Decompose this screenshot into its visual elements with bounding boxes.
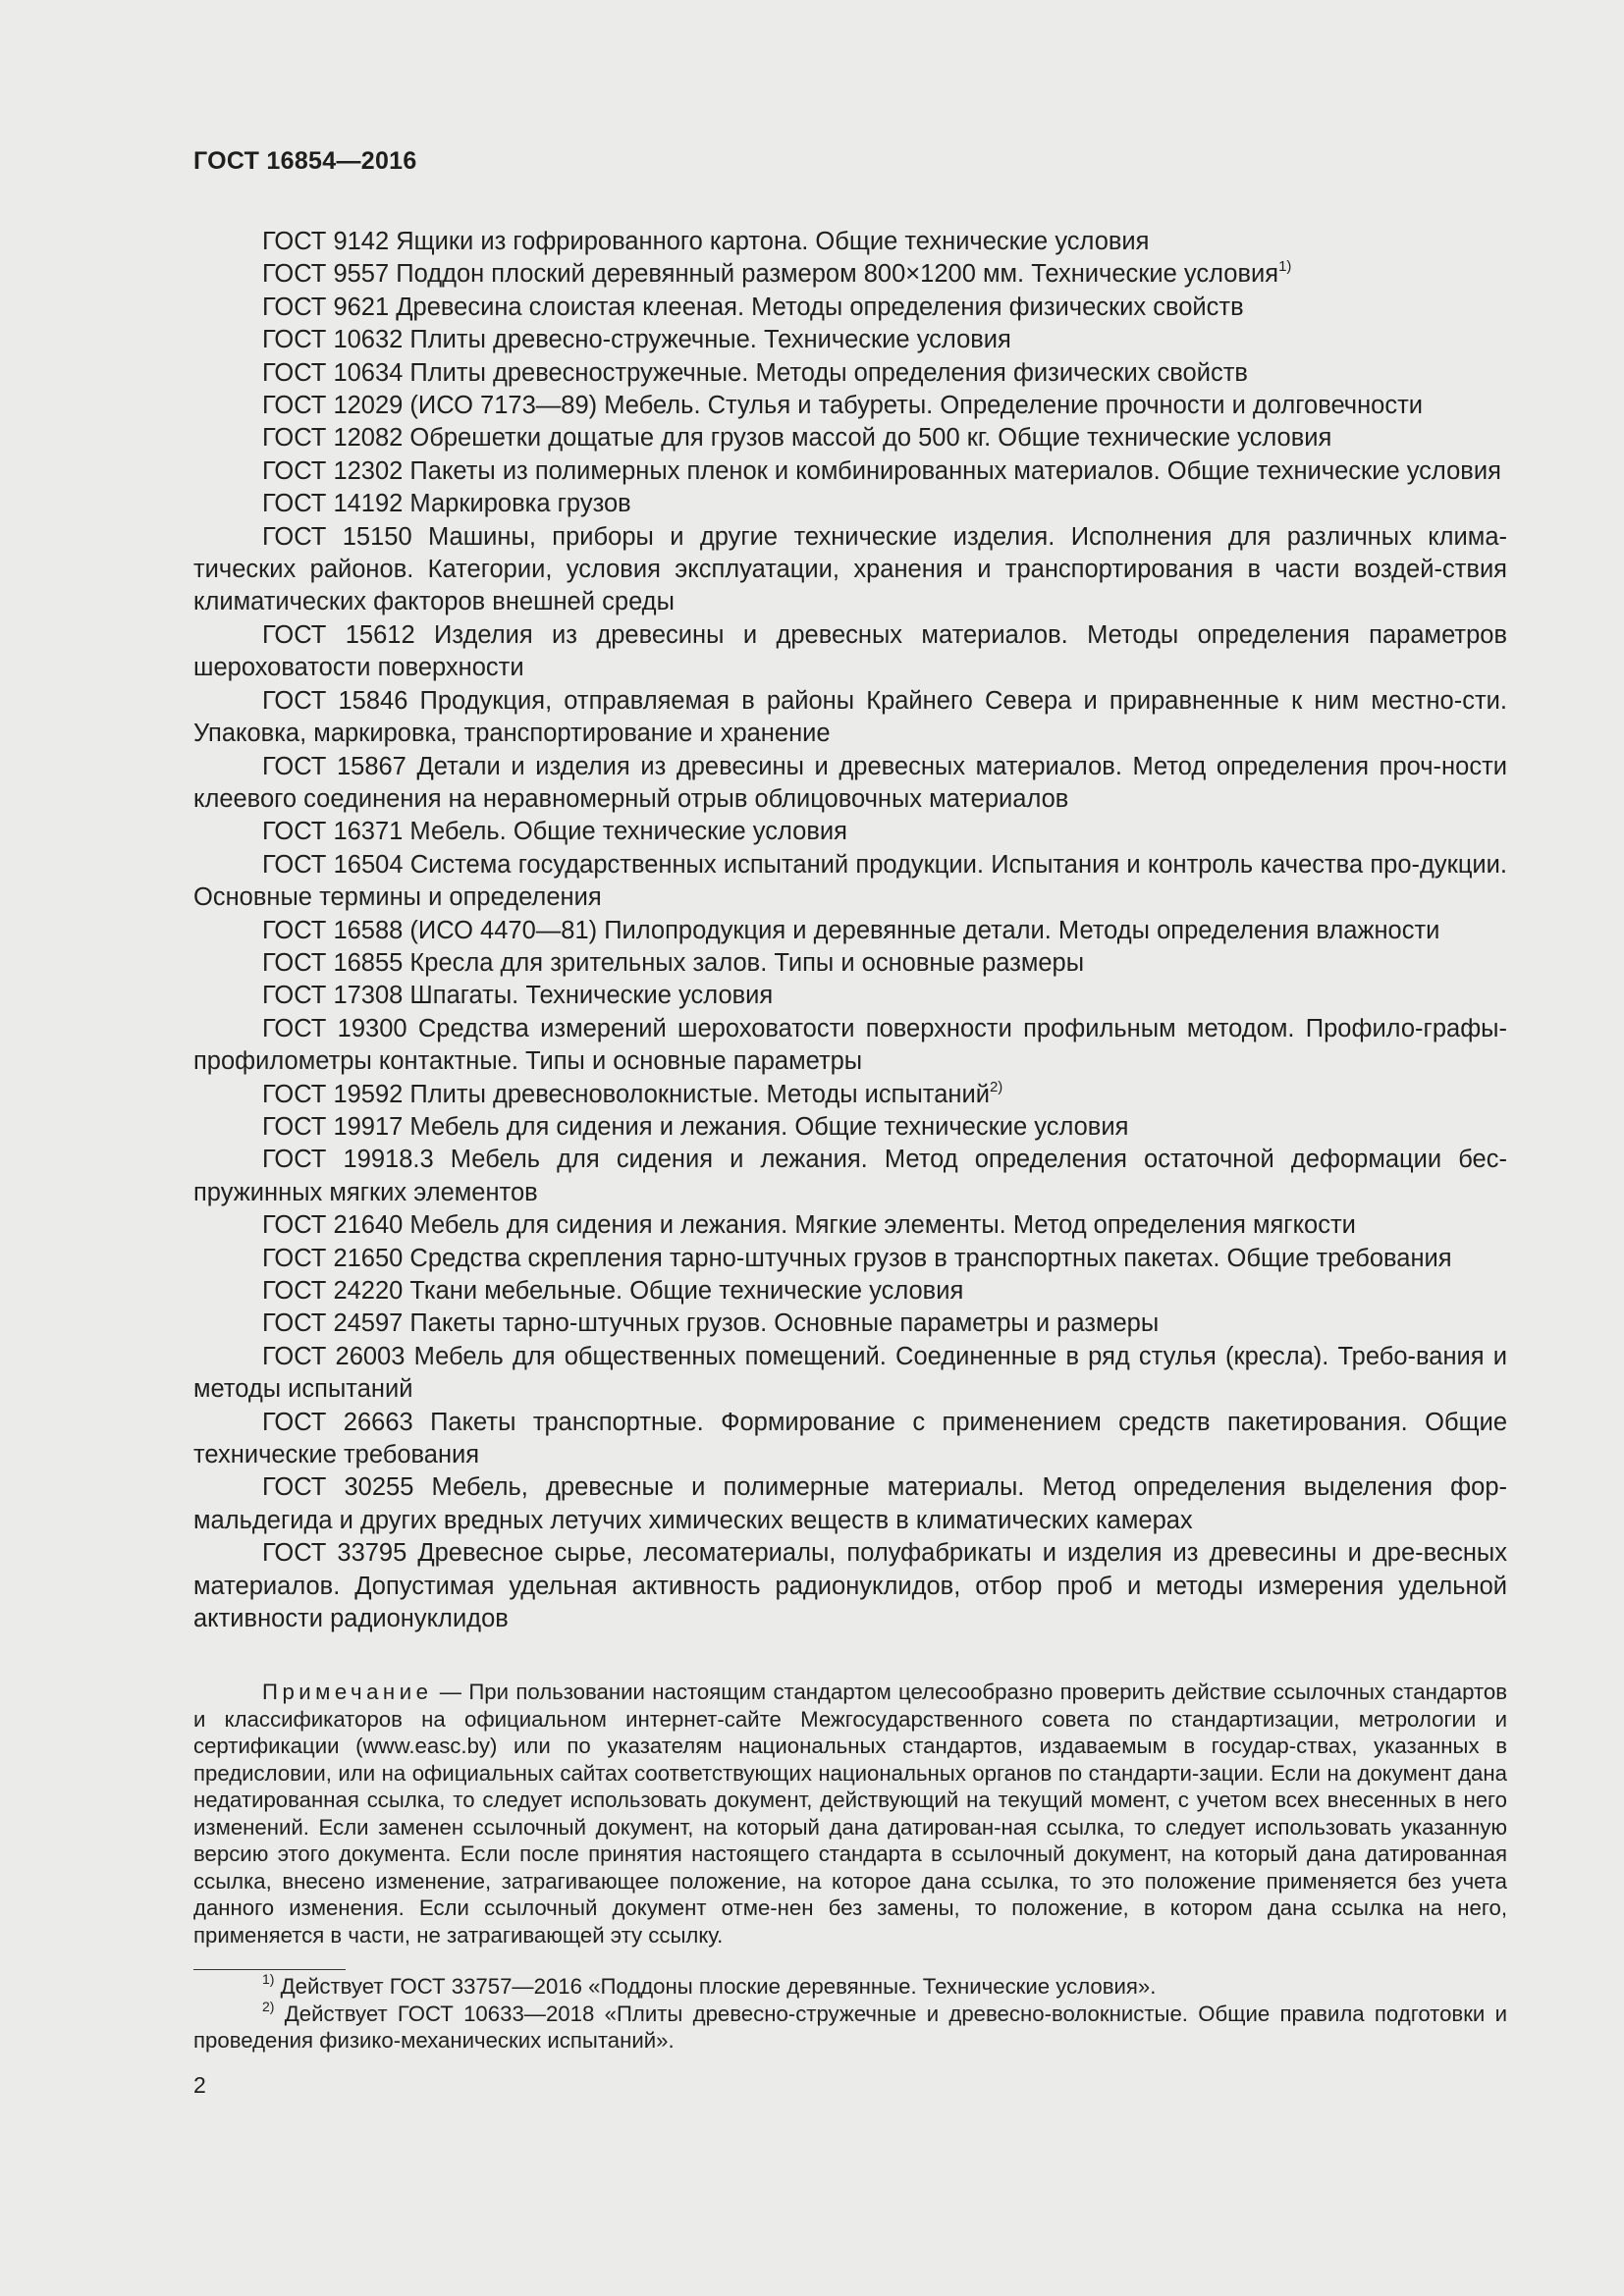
reference-item	[193, 1308, 1507, 1340]
reference-item	[193, 980, 1507, 1012]
reference-item	[193, 521, 1507, 619]
reference-text: ГОСТ 9142 Ящики из гофрированного картона. Общие технические условия	[262, 228, 1150, 255]
footnote-separator	[193, 1969, 346, 1970]
reference-item	[193, 1111, 1507, 1144]
normative-references-list	[193, 226, 1507, 1635]
reference-text: ГОСТ 26663 Пакеты транспортные. Формирование с применением средств пакетирования. Общие технические требования	[193, 1408, 1507, 1469]
reference-text: ГОСТ 9557 Поддон плоский деревянный размером 800×1200 мм. Технические условия	[262, 260, 1279, 289]
reference-text: ГОСТ 30255 Мебель, древесные и полимерные материалы. Метод определения выделения фор-мальдегида и других вредных летучих химических веществ в климатических камерах	[193, 1473, 1507, 1534]
page-number: 2	[193, 2072, 206, 2098]
footnote-item	[193, 1998, 1507, 2055]
footnote-item	[193, 1973, 1507, 2001]
reference-text: ГОСТ 17308 Шпагаты. Технические условия	[262, 982, 774, 1010]
reference-item	[193, 226, 1507, 258]
reference-item	[193, 455, 1507, 488]
reference-item	[193, 1243, 1507, 1275]
reference-item	[193, 1407, 1507, 1472]
reference-item	[193, 1341, 1507, 1407]
reference-item	[193, 422, 1507, 454]
reference-text: ГОСТ 10632 Плиты древесно-стружечные. Технические условия	[262, 326, 1011, 354]
reference-item	[193, 357, 1507, 390]
footnote-text: Действует ГОСТ 33757—2016 «Поддоны плоские деревянные. Технические условия».	[274, 1974, 1157, 1999]
reference-item	[193, 1144, 1507, 1209]
reference-item	[193, 1537, 1507, 1635]
reference-text: ГОСТ 15867 Детали и изделия из древесины и древесных материалов. Метод определения проч-ности клеевого соединения на неравномерный отрыв облицовочных материалов	[193, 752, 1507, 813]
reference-item	[193, 488, 1507, 520]
reference-text: ГОСТ 26003 Мебель для общественных помещений. Соединенные в ряд стулья (кресла). Требо-вания и методы испытаний	[193, 1342, 1507, 1404]
footnote-text: Действует ГОСТ 10633—2018 «Плиты древесно-стружечные и древесно-волокнистые. Общие правила подготовки и проведения физико-механических испытаний».	[193, 2001, 1507, 2053]
reference-item	[193, 1079, 1507, 1111]
reference-text: ГОСТ 12302 Пакеты из полимерных пленок и комбинированных материалов. Общие технические условия	[262, 456, 1501, 485]
reference-item	[193, 947, 1507, 980]
reference-text: ГОСТ 19300 Средства измерений шероховатости поверхности профильным методом. Профило-графы-профилометры контактные. Типы и основные параметры	[193, 1014, 1507, 1076]
reference-text: ГОСТ 19918.3 Мебель для сидения и лежания. Метод определения остаточной деформации бес-пружинных мягких элементов	[193, 1146, 1507, 1206]
footnote-marker: 2)	[989, 1078, 1003, 1095]
reference-text: ГОСТ 19917 Мебель для сидения и лежания. Общие технические условия	[262, 1112, 1129, 1141]
reference-text: ГОСТ 15150 Машины, приборы и другие технические изделия. Исполнения для различных клима-тических районов. Категории, условия эксплуатации, хранения и транспортирования в части воздей-ствия климатических факторов внешней среды	[193, 522, 1507, 616]
footnote-marker: 1)	[262, 1971, 275, 1987]
footnote-marker: 2)	[262, 1998, 275, 2014]
reference-item	[193, 292, 1507, 324]
reference-item	[193, 1471, 1507, 1537]
reference-text: ГОСТ 24597 Пакеты тарно-штучных грузов. Основные параметры и размеры	[262, 1309, 1160, 1338]
reference-text: ГОСТ 12029 (ИСО 7173—89) Мебель. Стулья и табуреты. Определение прочности и долговечности	[262, 392, 1424, 420]
reference-item	[193, 816, 1507, 848]
reference-item	[193, 390, 1507, 422]
reference-item	[193, 324, 1507, 356]
reference-text: ГОСТ 14192 Маркировка грузов	[262, 490, 631, 518]
reference-item	[193, 619, 1507, 685]
reference-text: ГОСТ 10634 Плиты древесностружечные. Методы определения физических свойств	[262, 358, 1248, 387]
note-text: — При пользовании настоящим стандартом целесообразно проверить действие ссылочных стандартов и классификаторов на официальном интернет-сайте Межгосударственного совета по стандартизации, метрологии и сертификации (www.easc.by) или по указателям национальных стандартов, издаваемым в государ-ствах, указанных в предисловии, или на официальных сайтах соответствующих национальных органов по стандарти-зации. Если на документ дана недатированная ссылка, то следует использовать документ, действующий на текущий момент, с учетом всех внесенных в него изменений. Если заменен ссылочный документ, на который дана датирован-ная ссылка, то следует использовать указанную версию этого документа. Если после принятия настоящего стандарта в ссылочный документ, на который дана датированная ссылка, внесено изменение, затрагивающее положение, на которое дана ссылка, то это положение применяется без учета данного изменения. Если ссылочный документ отме-нен без замены, то положение, в котором дана ссылка на него, применяется в части, не затрагивающей эту ссылку.	[193, 1680, 1507, 1948]
footnote-marker: 1)	[1278, 258, 1292, 276]
reference-item	[193, 751, 1507, 817]
reference-text: ГОСТ 15846 Продукция, отправляемая в районы Крайнего Севера и приравненные к ним местно-сти. Упаковка, маркировка, транспортирование и хранение	[193, 686, 1507, 748]
reference-text: ГОСТ 12082 Обрешетки дощатые для грузов массой до 500 кг. Общие технические условия	[262, 424, 1332, 453]
note-label: Примечание	[262, 1680, 433, 1704]
reference-text: ГОСТ 16504 Система государственных испытаний продукции. Испытания и контроль качества про-дукции. Основные термины и определения	[193, 850, 1507, 912]
reference-item	[193, 685, 1507, 751]
reference-item	[193, 1013, 1507, 1079]
reference-text: ГОСТ 24220 Ткани мебельные. Общие технические условия	[262, 1277, 964, 1305]
reference-text: ГОСТ 9621 Древесина слоистая клееная. Методы определения физических свойств	[262, 293, 1244, 321]
reference-text: ГОСТ 16588 (ИСО 4470—81) Пилопродукция и деревянные детали. Методы определения влажности	[262, 916, 1440, 944]
reference-text: ГОСТ 19592 Плиты древесноволокнистые. Методы испытаний	[262, 1080, 990, 1108]
note-block	[193, 1679, 1507, 1949]
reference-item	[193, 258, 1507, 291]
reference-item	[193, 849, 1507, 915]
reference-item	[193, 915, 1507, 947]
reference-item	[193, 1275, 1507, 1308]
reference-text: ГОСТ 15612 Изделия из древесины и древесных материалов. Методы определения параметров шероховатости поверхности	[193, 620, 1507, 682]
reference-text: ГОСТ 16855 Кресла для зрительных залов. Типы и основные размеры	[262, 948, 1085, 977]
reference-text: ГОСТ 21650 Средства скрепления тарно-штучных грузов в транспортных пакетах. Общие требования	[262, 1244, 1452, 1272]
reference-text: ГОСТ 21640 Мебель для сидения и лежания. Мягкие элементы. Метод определения мягкости	[262, 1211, 1356, 1240]
page-header-title: ГОСТ 16854—2016	[193, 147, 417, 175]
reference-text: ГОСТ 16371 Мебель. Общие технические условия	[262, 818, 847, 846]
reference-text: ГОСТ 33795 Древесное сырье, лесоматериалы, полуфабрикаты и изделия из древесины и дре-весных материалов. Допустимая удельная активность радионуклидов, отбор проб и методы измерения удельной активности радионуклидов	[193, 1539, 1507, 1633]
reference-item	[193, 1209, 1507, 1242]
footnotes-list	[193, 1973, 1507, 2055]
